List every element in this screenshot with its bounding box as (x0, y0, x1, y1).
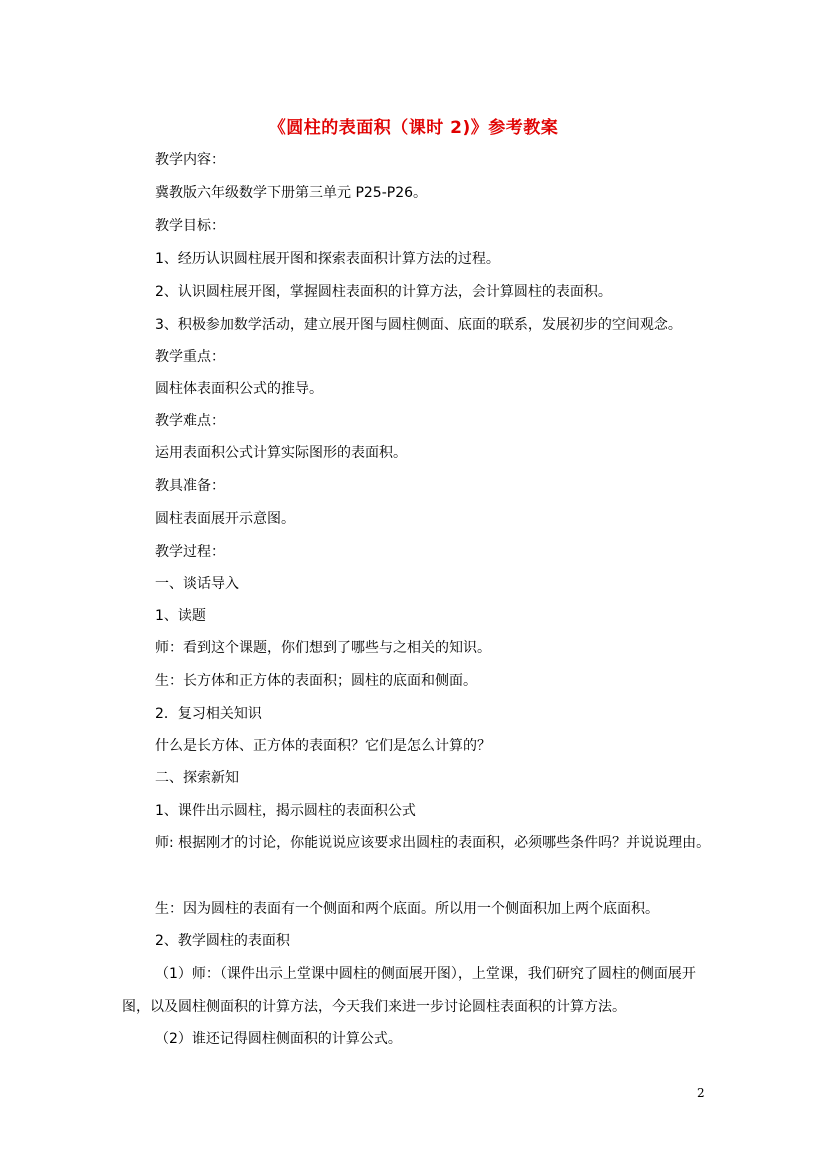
paragraph: （1）师：（课件出示上堂课中圆柱的侧面展开图），上堂课，我们研究了圆柱的侧面展开图，以及圆柱侧面积的计算方法，今天我们来进一步讨论圆柱表面积的计算方法。 (122, 966, 696, 1015)
text-line: 1、课件出示圆柱，揭示圆柱的表面积公式 (155, 803, 416, 819)
text-line: 生：因为圆柱的表面有一个侧面和两个底面。所以用一个侧面积加上两个底面积。 (155, 901, 659, 917)
text-line: 2、认识圆柱展开图，掌握圆柱表面积的计算方法，会计算圆柱的表面积。 (155, 284, 612, 300)
text-line: 冀教版六年级数学下册第三单元 P25-P26。 (155, 185, 428, 201)
text-line: 圆柱体表面积公式的推导。 (155, 381, 323, 397)
document-title: 《圆柱的表面积（课时 2)》参考教案 (268, 118, 559, 138)
page-number: 2 (697, 1086, 705, 1100)
text-line: 1、经历认识圆柱展开图和探索表面积计算方法的过程。 (155, 251, 500, 267)
text-line: 教学内容： (155, 152, 225, 168)
text-line: 3、积极参加数学活动，建立展开图与圆柱侧面、底面的联系，发展初步的空间观念。 (155, 317, 682, 333)
text-line: 教学目标： (155, 218, 225, 234)
text-line: 教具准备： (155, 478, 225, 494)
paragraph: 师: 根据刚才的讨论，你能说说应该要求出圆柱的表面积，必须哪些条件吗？并说说理由。 (155, 835, 711, 851)
text-line: （2）谁还记得圆柱侧面积的计算公式。 (155, 1031, 402, 1047)
text-line: 2．复习相关知识 (155, 706, 262, 722)
text-line: 2、教学圆柱的表面积 (155, 933, 290, 949)
text-line: 一、谈话导入 (155, 576, 239, 592)
text-line: 圆柱表面展开示意图。 (155, 511, 295, 527)
text-line: 教学重点： (155, 349, 225, 365)
text-line: 教学难点： (155, 413, 225, 429)
text-line: 二、探索新知 (155, 770, 239, 786)
text-line: 运用表面积公式计算实际图形的表面积。 (155, 445, 407, 461)
text-line: 生：长方体和正方体的表面积；圆柱的底面和侧面。 (155, 673, 477, 689)
text-line: 什么是长方体、正方体的表面积？它们是怎么计算的？ (155, 738, 491, 754)
text-line: 1、读题 (155, 608, 206, 624)
text-line: 教学过程： (155, 544, 225, 560)
text-line: 师：看到这个课题，你们想到了哪些与之相关的知识。 (155, 640, 491, 656)
